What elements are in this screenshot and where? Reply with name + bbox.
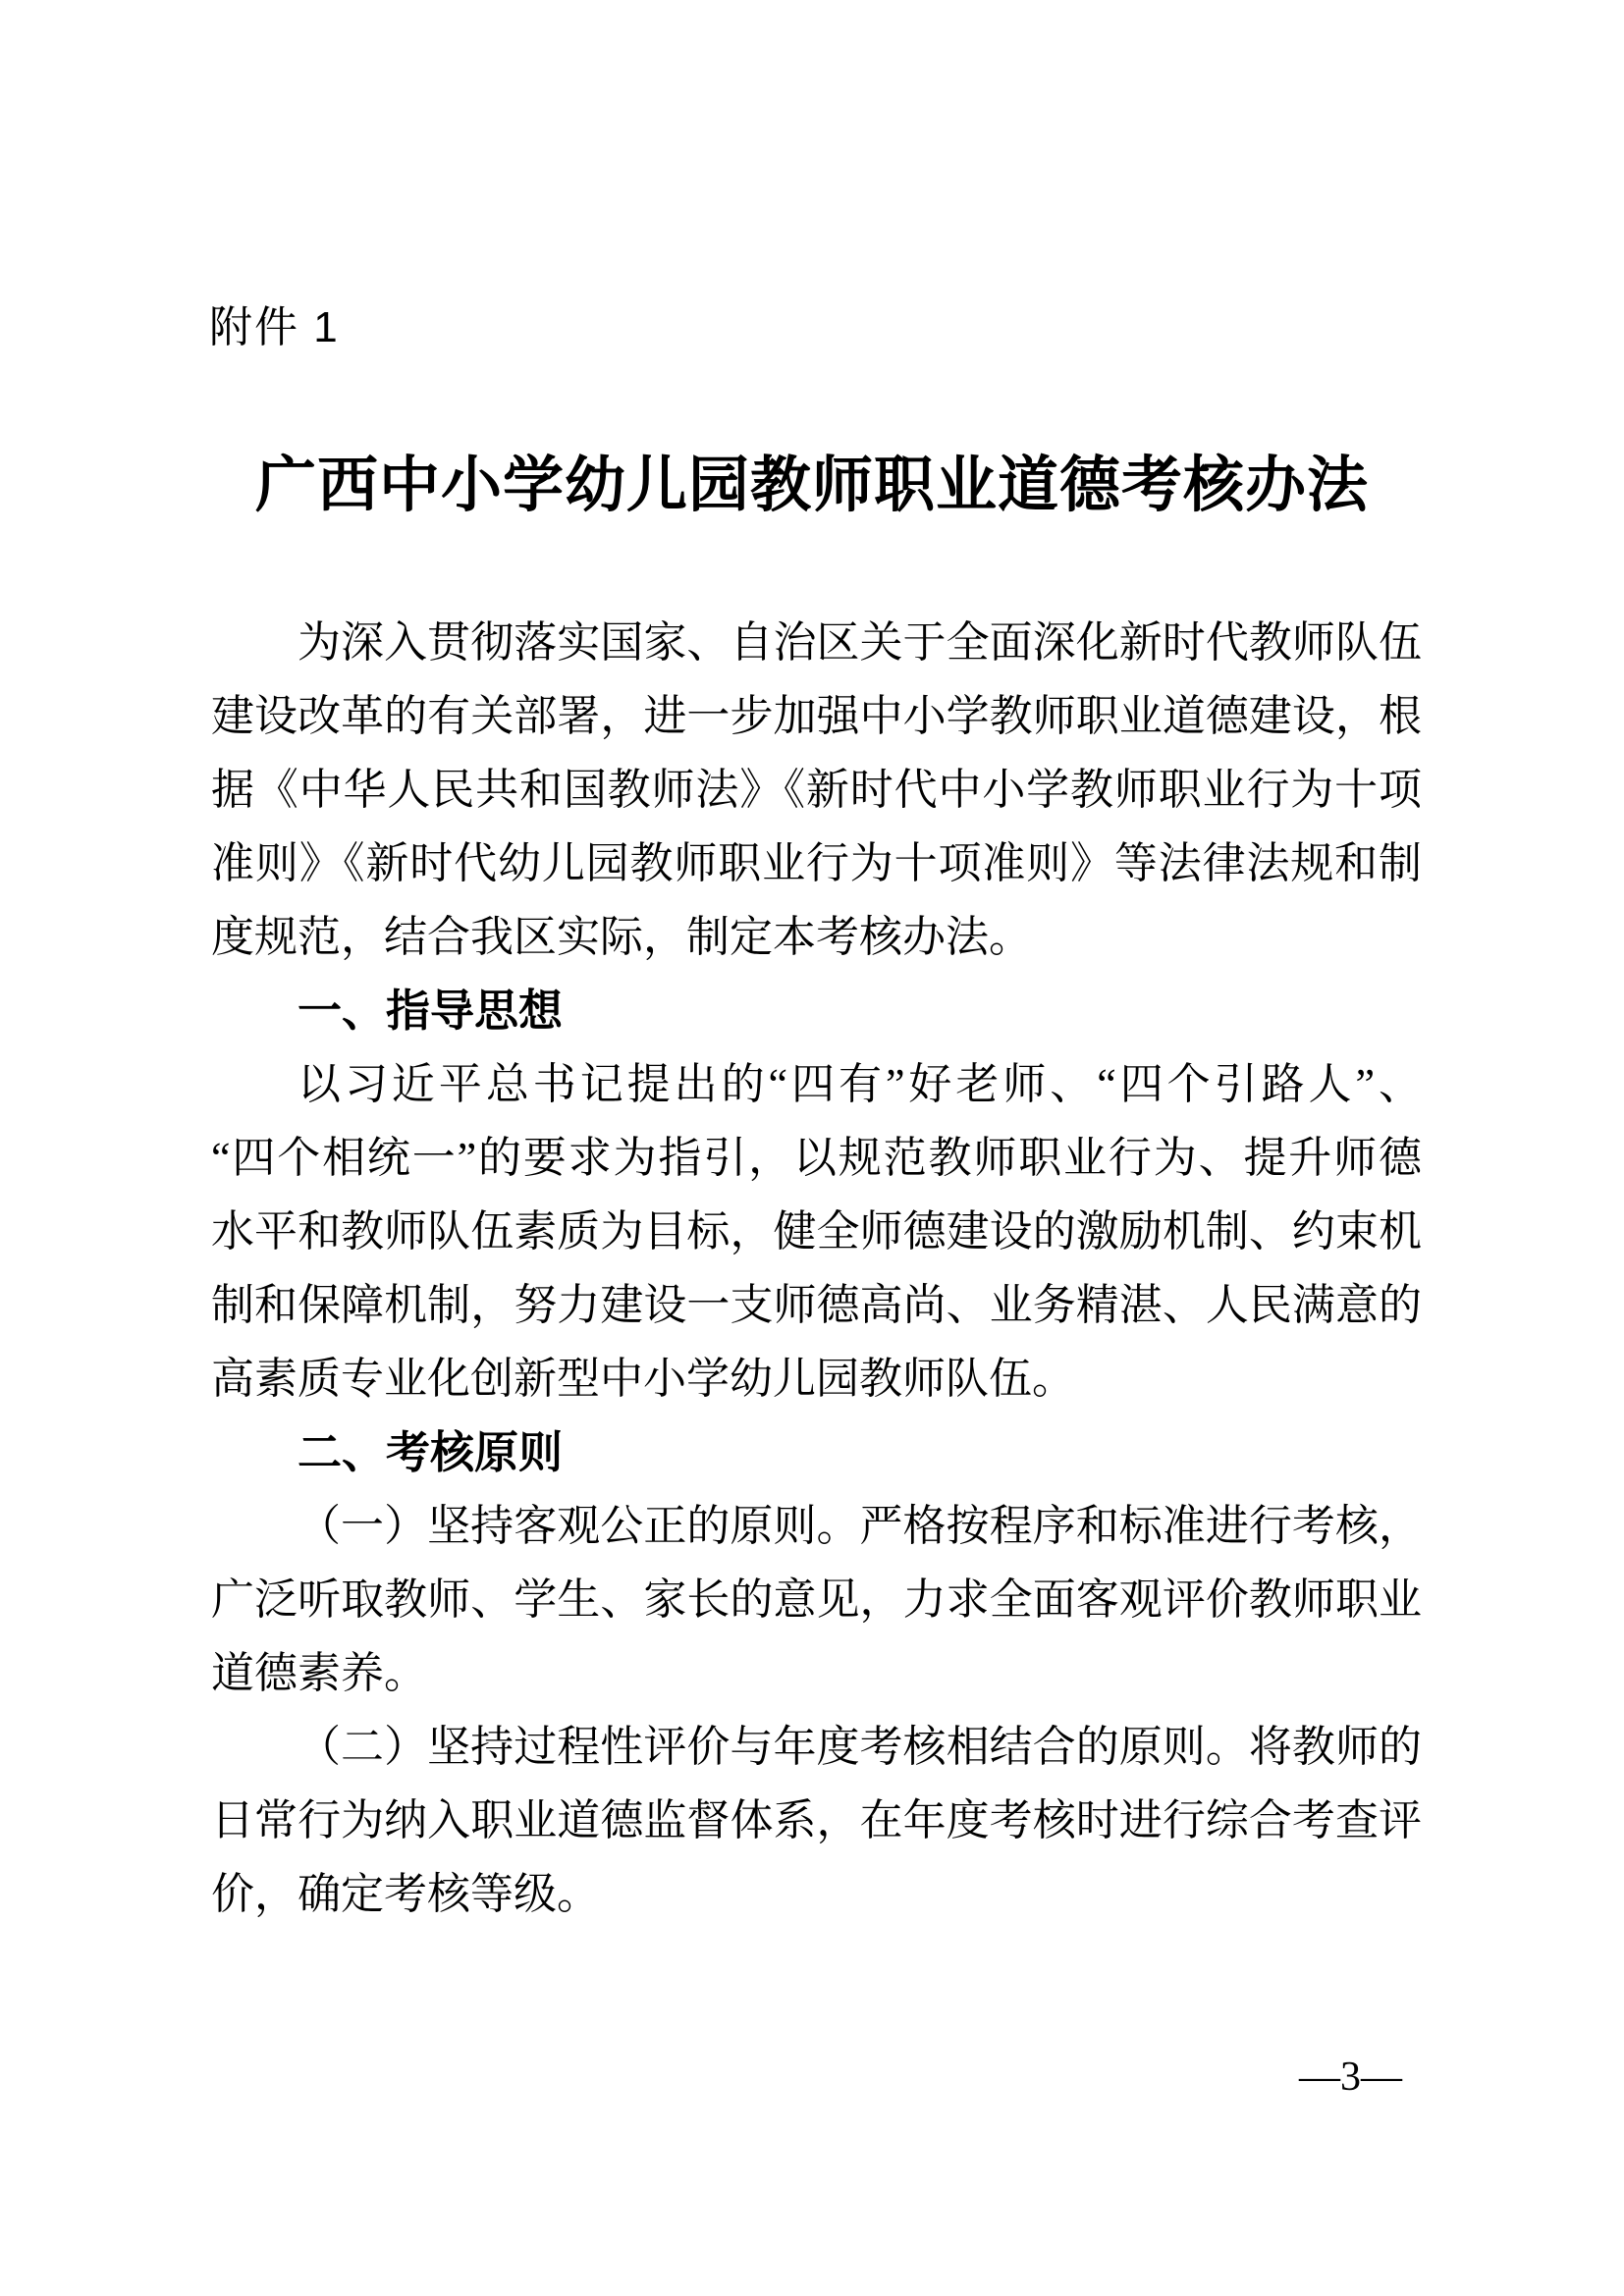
paragraph-line: 度规范，结合我区实际，制定本考核办法。	[211, 913, 1032, 961]
document-title: 广西中小学幼儿园教师职业道德考核办法	[254, 453, 1369, 519]
paragraph-line: 据《中华人民共和国教师法》《新时代中小学教师职业行为十项	[211, 766, 1422, 814]
paragraph-line: 广泛听取教师、学生、家长的意见，力求全面客观评价教师职业	[211, 1575, 1422, 1624]
paragraph-line: 以习近平总书记提出的“四有”好老师、“四个引路人”、	[298, 1060, 1422, 1108]
paragraph-line: 制和保障机制，努力建设一支师德高尚、业务精湛、人民满意的	[211, 1281, 1422, 1329]
attachment-label: 附件 1	[209, 303, 340, 351]
document-body	[211, 606, 1422, 1931]
page-number: —3—	[1299, 2055, 1402, 2100]
paragraph-line: 日常行为纳入职业道德监督体系，在年度考核时进行综合考查评	[211, 1796, 1422, 1844]
paragraph-line: （一）坚持客观公正的原则。严格按程序和标准进行考核，	[298, 1502, 1422, 1550]
paragraph-line: 价，确定考核等级。	[211, 1870, 600, 1918]
paragraph-line: 高素质专业化创新型中小学幼儿园教师队伍。	[211, 1355, 1075, 1403]
paragraph-line: （二）坚持过程性评价与年度考核相结合的原则。将教师的	[298, 1723, 1422, 1771]
paragraph-line: 道德素养。	[211, 1649, 427, 1697]
section-heading: 二、考核原则	[298, 1427, 564, 1477]
paragraph-line: “四个相统一”的要求为指引，以规范教师职业行为、提升师德	[211, 1134, 1422, 1182]
paragraph-line: 为深入贯彻落实国家、自治区关于全面深化新时代教师队伍	[298, 618, 1422, 667]
paragraph-line: 准则》《新时代幼儿园教师职业行为十项准则》等法律法规和制	[211, 839, 1422, 887]
section-heading: 一、指导思想	[298, 986, 564, 1036]
paragraph-line: 水平和教师队伍素质为目标，健全师德建设的激励机制、约束机	[211, 1207, 1422, 1255]
paragraph-line: 建设改革的有关部署，进一步加强中小学教师职业道德建设，根	[211, 692, 1422, 740]
